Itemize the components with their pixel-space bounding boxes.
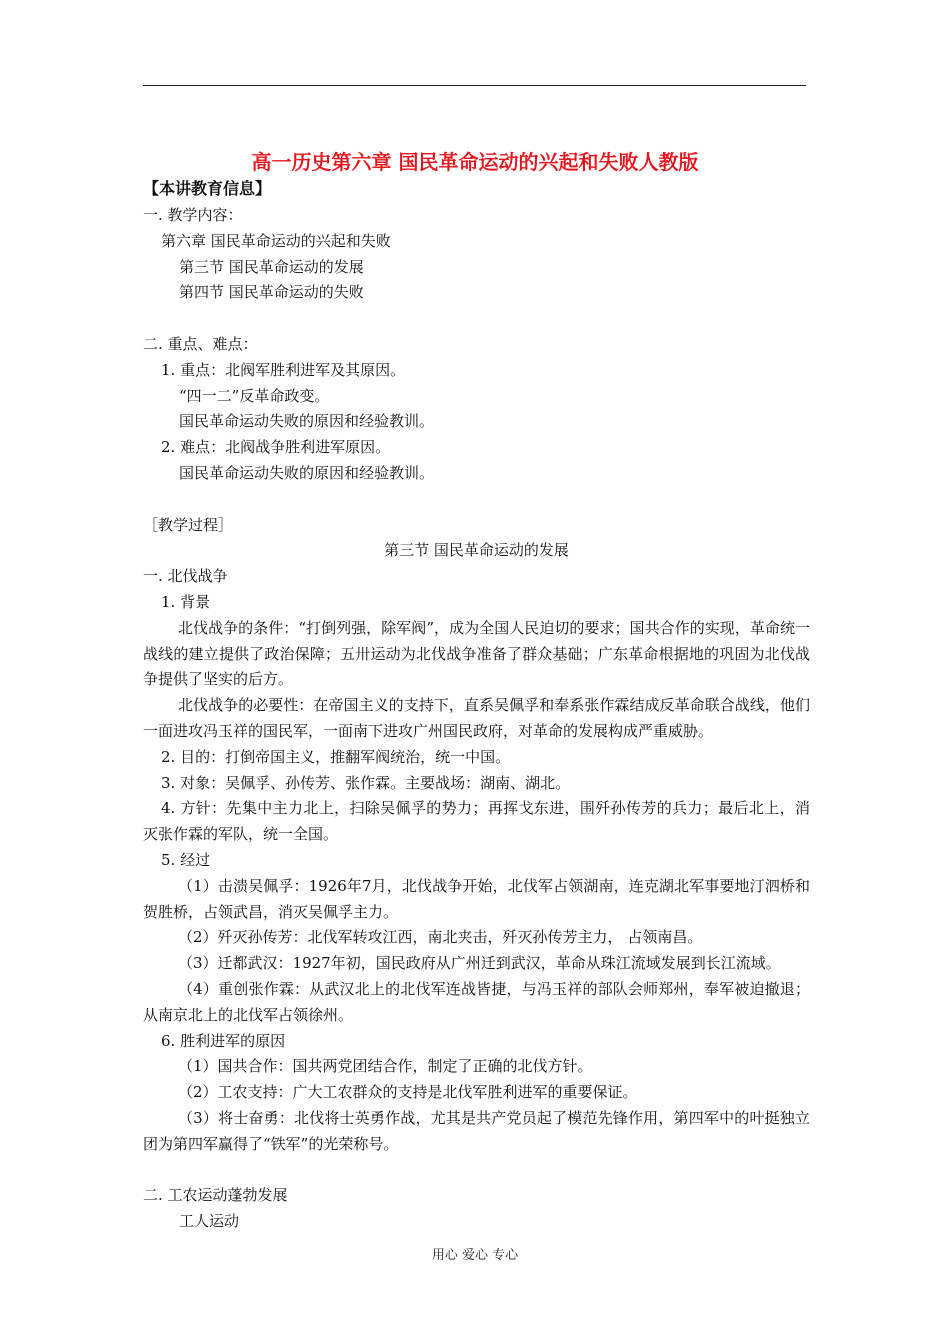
- key-point-1c: 国民革命运动失败的原因和经验教训。: [179, 412, 435, 431]
- part1-item6a: （1）国共合作：国共两党团结合作，制定了正确的北伐方针。: [178, 1057, 593, 1076]
- document-title: 高一历史第六章 国民革命运动的兴起和失败人教版: [251, 150, 699, 174]
- chapter-line: 第六章 国民革命运动的兴起和失败: [161, 231, 391, 250]
- part1-item5c: （3）迁都武汉：1927年初，国民政府从广州迁到武汉，革命从珠江流域发展到长江流域。: [178, 954, 781, 973]
- part1-item5: 5. 经过: [161, 850, 211, 869]
- key-heading: 二. 重点、难点：: [143, 334, 258, 353]
- part1-item4: 4. 方针：先集中主力北上，扫除吴佩孚的势力；再挥戈东进，围歼孙传芳的兵力；最后北上，消灭张作霖的军队，统一全国。: [143, 799, 810, 844]
- part1-item6b: （2）工农支持：广大工农群众的支持是北伐军胜利进军的重要保证。: [178, 1083, 638, 1102]
- part1-item5b: （2）歼灭孙传芳：北伐军转攻江西，南北夹击，歼灭孙传芳主力， 占领南昌。: [178, 928, 703, 947]
- section-title: 第三节 国民革命运动的发展: [384, 541, 569, 560]
- info-header: 【本讲教育信息】: [143, 179, 272, 198]
- part1-item2: 2. 目的：打倒帝国主义，推翻军阀统治，统一中国。: [161, 747, 511, 766]
- page-footer: 用心 爱心 专心: [431, 1248, 519, 1263]
- process-heading: ［教学过程］: [143, 515, 234, 534]
- part1-item6c: （3）将士奋勇：北伐将士英勇作战，尤其是共产党员起了模范先锋作用，第四军中的叶挺独立团为第四军赢得了“铁军”的光荣称号。: [143, 1108, 810, 1153]
- part2-item1: 工人运动: [179, 1212, 240, 1231]
- part1-paragraph-b: 北伐战争的必要性：在帝国主义的支持下，直系吴佩孚和奉系张作霖结成反革命联合战线，他们一面进攻冯玉祥的国民军，一面南下进攻广州国民政府，对革命的发展构成严重威胁。: [143, 696, 810, 740]
- document-body: [143, 203, 810, 1235]
- part1-item5d: （4）重创张作霖：从武汉北上的北伐军连战皆捷，与冯玉祥的部队会师郑州，奉军被迫撤退；从南京北上的北伐军占领徐州。: [143, 979, 810, 1024]
- part2-heading: 二. 工农运动蓬勃发展: [143, 1186, 288, 1205]
- part1-paragraph-a: 北伐战争的条件：“打倒列强，除军阀”，成为全国人民迫切的要求；国共合作的实现，革命统一战线的建立提供了政治保障；五卅运动为北伐战争准备了群众基础；广东革命根据地的巩固为北伐战争提供了坚实的后方。: [143, 618, 810, 689]
- key-point-1: 1. 重点：北阀军胜利进军及其原因。: [161, 360, 406, 379]
- header-rule: [143, 85, 806, 86]
- key-point-2b: 国民革命运动失败的原因和经验教训。: [179, 463, 435, 482]
- section3-line: 第三节 国民革命运动的发展: [179, 257, 364, 276]
- key-point-2: 2. 难点：北阀战争胜利进军原因。: [161, 438, 391, 457]
- part1-item6: 6. 胜利进军的原因: [161, 1031, 286, 1050]
- part1-heading: 一. 北伐战争: [143, 567, 228, 586]
- key-point-1b: “四一二”反革命政变。: [179, 386, 330, 405]
- section4-line: 第四节 国民革命运动的失败: [179, 283, 364, 302]
- part1-item5a: （1）击溃吴佩孚：1926年7月，北伐战争开始，北伐军占领湖南，连克湖北军事要地汀泗桥和贺胜桥，占领武昌，消灭吴佩孚主力。: [143, 876, 810, 921]
- part1-item3: 3. 对象：吴佩孚、孙传芳、张作霖。主要战场：湖南、湖北。: [161, 773, 571, 792]
- part1-item1: 1. 背景: [161, 592, 211, 611]
- content-heading: 一. 教学内容：: [143, 206, 243, 224]
